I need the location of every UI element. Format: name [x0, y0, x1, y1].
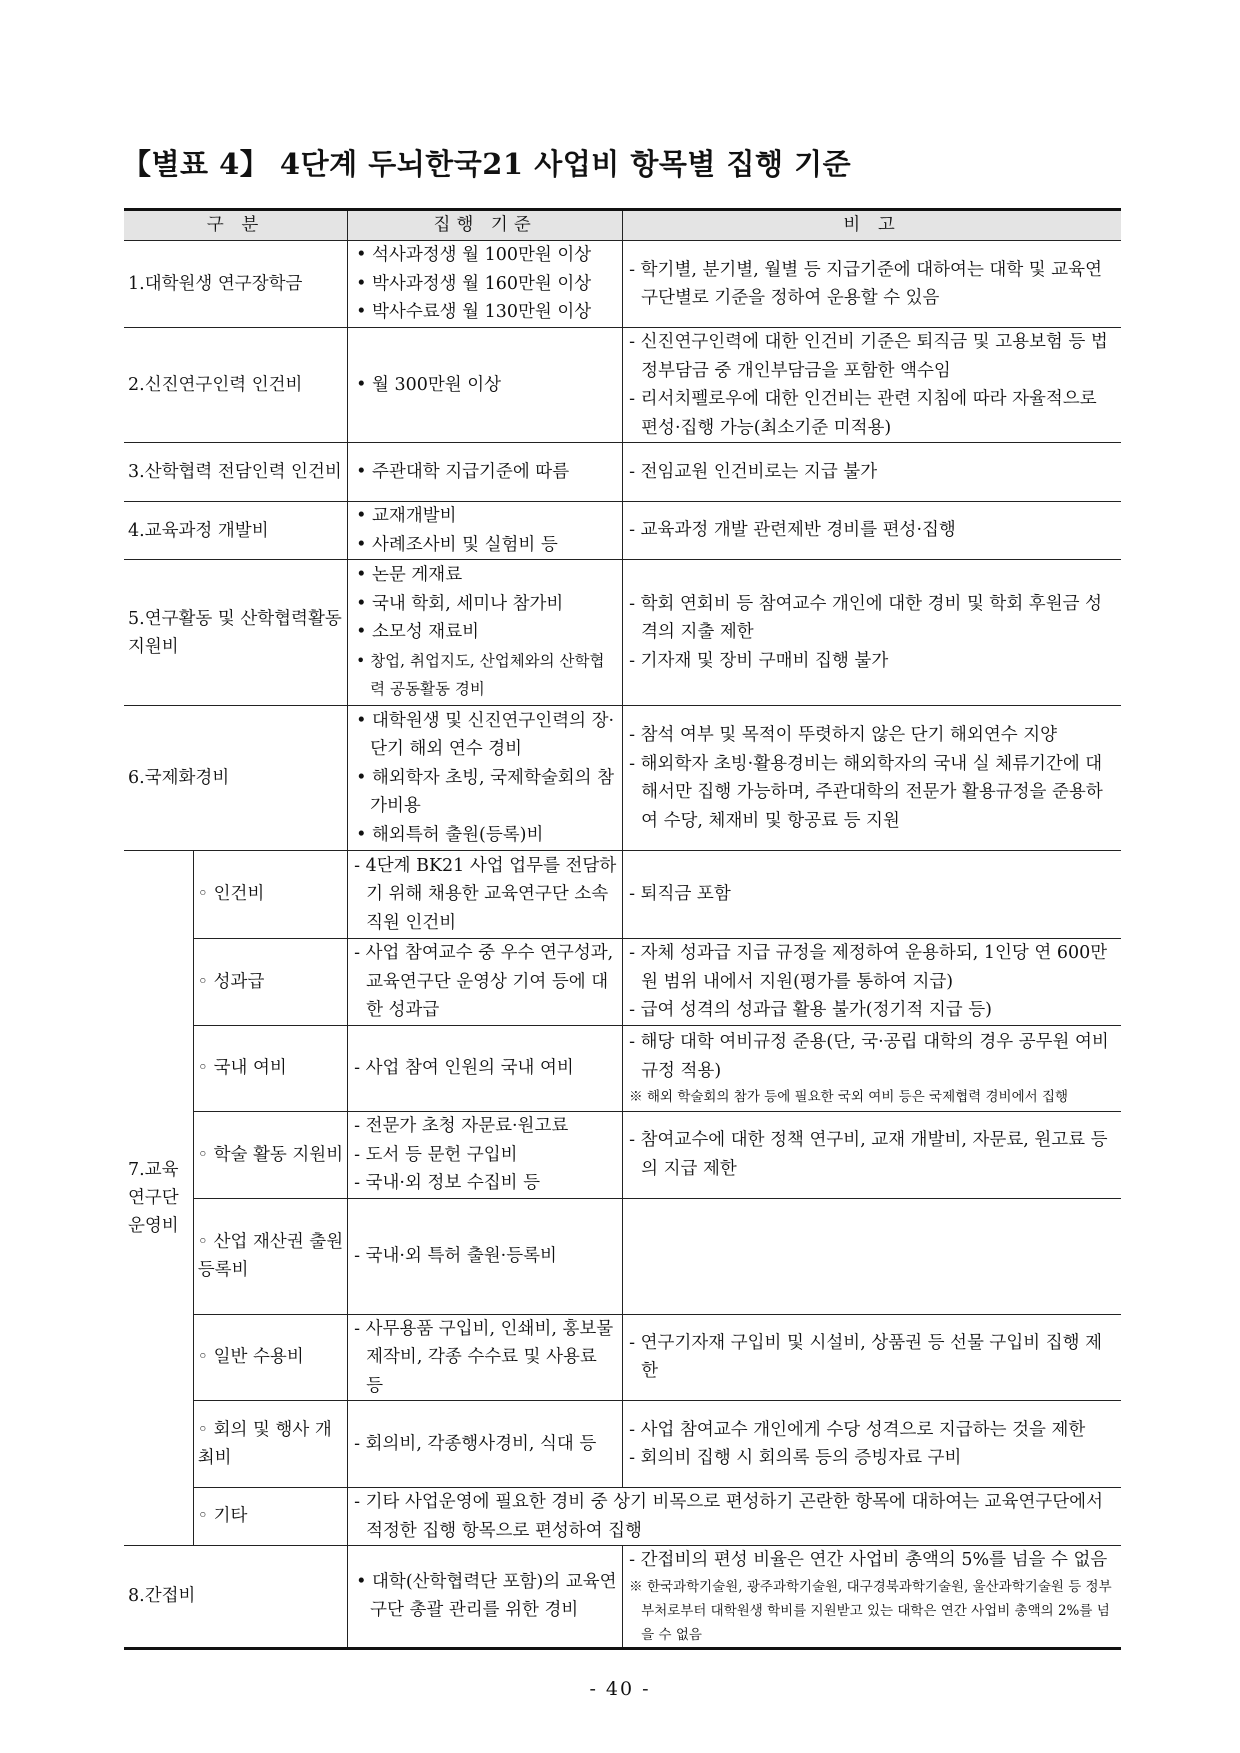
remark-item: - 참여교수에 대한 정책 연구비, 교재 개발비, 자문료, 원고료 등의 지급 제한 [629, 1130, 1108, 1179]
criteria-item: - 사무용품 구입비, 인쇄비, 홍보물 제작비, 각종 수수료 및 사용료 등 [354, 1318, 614, 1396]
remark-item: - 리서치펠로우에 대한 인건비는 관련 지침에 따라 자율적으로 편성·집행 가능(최소기준 미적용) [629, 389, 1097, 438]
row-category: 2.신진연구인력 인건비 [124, 328, 348, 443]
row-remarks [623, 1112, 1121, 1199]
row-criteria [348, 1112, 623, 1199]
row-criteria [348, 1401, 623, 1488]
remark-item: - 연구기자재 구입비 및 시설비, 상품권 등 선물 구입비 집행 제한 [629, 1332, 1102, 1382]
criteria-item: • 교재개발비 [356, 506, 457, 526]
remark-item: - 전임교원 인건비로는 지급 불가 [629, 461, 878, 482]
sub-category: ◦ 산업 재산권 출원 등록비 [193, 1198, 347, 1314]
remark-item: - 사업 참여교수 개인에게 수당 성격으로 지급하는 것을 제한 [629, 1419, 1086, 1440]
sub-category: ◦ 일반 수용비 [193, 1314, 347, 1401]
table-row [124, 1401, 1121, 1488]
remark-item: - 해당 대학 여비규정 준용(단, 국·공립 대학의 경우 공무원 여비규정 적용) [629, 1032, 1109, 1081]
table-row [124, 939, 1121, 1026]
criteria-item: - 도서 등 문헌 구입비 [354, 1144, 518, 1165]
criteria-item: • 대학원생 및 신진연구인력의 장·단기 해외 연수 경비 [356, 710, 615, 760]
table-row [124, 1026, 1121, 1112]
criteria-item: • 박사수료생 월 130만원 이상 [356, 302, 592, 323]
remark-item: - 급여 성격의 성과급 활용 불가(정기적 지급 등) [629, 1000, 992, 1021]
row-remarks [623, 560, 1121, 706]
criteria-item: - 사업 참여교수 중 우수 연구성과, 교육연구단 운영상 기여 등에 대한 성과급 [354, 943, 614, 1021]
row-remarks [623, 241, 1121, 328]
row-criteria [348, 443, 623, 502]
row-remarks [623, 1314, 1121, 1401]
table-row [124, 1198, 1121, 1314]
remark-item: - 자체 성과급 지급 규정을 제정하여 운용하되, 1인당 연 600만원 범위 내에서 지원(평가를 통하여 지급) [629, 943, 1108, 992]
row-criteria [348, 706, 623, 851]
criteria-item: • 사례조사비 및 실험비 등 [356, 534, 558, 555]
row-criteria [348, 1488, 1121, 1546]
criteria-item: - 4단계 BK21 사업 업무를 전담하기 위해 채용한 교육연구단 소속 직원 인건비 [354, 855, 617, 933]
row-criteria [348, 560, 623, 706]
criteria-item: - 국내·외 정보 수집비 등 [354, 1173, 541, 1193]
table-row [124, 502, 1121, 560]
row-remarks [623, 706, 1121, 851]
table-row [124, 443, 1121, 502]
row-remarks [623, 939, 1121, 1026]
remark-item: - 신진연구인력에 대한 인건비 기준은 퇴직금 및 고용보험 등 법정부담금 중 개인부담금을 포함한 액수임 [629, 332, 1108, 381]
table-row [124, 241, 1121, 328]
row-criteria [348, 1314, 623, 1401]
remark-item: - 교육과정 개발 관련제반 경비를 편성·집행 [629, 520, 956, 541]
sub-category: ◦ 회의 및 행사 개최비 [193, 1401, 347, 1488]
row-criteria [348, 1026, 623, 1112]
row-remarks [623, 328, 1121, 443]
row-criteria [348, 502, 623, 560]
table-row [124, 851, 1121, 939]
remark-item: - 간접비의 편성 비율은 연간 사업비 총액의 5%를 넘을 수 없음 [629, 1550, 1108, 1570]
remark-item: - 학회 연회비 등 참여교수 개인에 대한 경비 및 학회 후원금 성격의 지출 제한 [629, 593, 1102, 643]
remark-note: ※ 해외 학술회의 참가 등에 필요한 국외 여비 등은 국제협력 경비에서 집행 [629, 1089, 1069, 1105]
row-category: 3.산학협력 전담인력 인건비 [124, 443, 348, 502]
table-row [124, 1546, 1121, 1649]
criteria-item: - 회의비, 각종행사경비, 식대 등 [354, 1433, 597, 1454]
remark-item: - 참석 여부 및 목적이 뚜렷하지 않은 단기 해외연수 지양 [629, 725, 1058, 745]
criteria-item: - 기타 사업운영에 필요한 경비 중 상기 비목으로 편성하기 곤란한 항목에 대하여는 교육연구단에서 적정한 집행 항목으로 편성하여 집행 [354, 1492, 1103, 1541]
header-remarks: 비 고 [623, 210, 1121, 241]
row-category: 7.교육 연구단 운영비 [124, 851, 193, 1546]
criteria-item: • 해외특허 출원(등록)비 [356, 824, 544, 845]
row-category: 1.대학원생 연구장학금 [124, 241, 348, 328]
row-remarks [623, 443, 1121, 502]
page-number: - 40 - [589, 1678, 651, 1700]
row-criteria [348, 241, 623, 328]
page-title: 【별표 4】 4단계 두뇌한국21 사업비 항목별 집행 기준 [122, 147, 852, 181]
header-category: 구 분 [124, 210, 348, 241]
criteria-item: • 박사과정생 월 160만원 이상 [356, 273, 592, 294]
row-criteria [348, 851, 623, 939]
row-category: 4.교육과정 개발비 [124, 502, 348, 560]
sub-category: ◦ 성과급 [193, 939, 347, 1026]
table-row [124, 560, 1121, 706]
row-remarks [623, 1546, 1121, 1649]
row-remarks [623, 502, 1121, 560]
criteria-item: • 월 300만원 이상 [356, 374, 502, 395]
criteria-item: • 소모성 재료비 [356, 622, 480, 643]
sub-category: ◦ 국내 여비 [193, 1026, 347, 1112]
table-header-row [124, 210, 1121, 241]
criteria-item: • 대학(산학협력단 포함)의 교육연구단 총괄 관리를 위한 경비 [356, 1571, 617, 1621]
row-criteria [348, 328, 623, 443]
criteria-item: • 해외학자 초빙, 국제학술회의 참가비용 [356, 767, 615, 817]
criteria-item: - 전문가 초청 자문료·원고료 [354, 1116, 569, 1136]
remark-item: - 회의비 집행 시 회의록 등의 증빙자료 구비 [629, 1448, 962, 1468]
row-remarks [623, 1198, 1121, 1314]
row-remarks [623, 851, 1121, 939]
table-row [124, 328, 1121, 443]
remark-item: - 해외학자 초빙·활용경비는 해외학자의 국내 실 체류기간에 대해서만 집행 가능하며, 주관대학의 전문가 활용규정을 준용하여 수당, 체재비 및 항공료 등 지원 [629, 753, 1103, 831]
sub-category: ◦ 인건비 [193, 851, 347, 939]
row-remarks [623, 1401, 1121, 1488]
table-row [124, 1488, 1121, 1546]
row-remarks [623, 1026, 1121, 1112]
row-criteria [348, 1198, 623, 1314]
table-row [124, 1314, 1121, 1401]
criteria-item: - 사업 참여 인원의 국내 여비 [354, 1058, 574, 1079]
row-category: 8.간접비 [124, 1546, 348, 1649]
criteria-item: • 주관대학 지급기준에 따름 [356, 461, 570, 482]
row-category: 6.국제화경비 [124, 706, 348, 851]
criteria-item: - 국내·외 특허 출원·등록비 [354, 1245, 557, 1266]
sub-category: ◦ 학술 활동 지원비 [193, 1112, 347, 1199]
remark-note: ※ 한국과학기술원, 광주과학기술원, 대구경북과학기술원, 울산과학기술원 등 정부부처로부터 대학원생 학비를 지원받고 있는 대학은 연간 사업비 총액의 2%를 넘을 수 없음 [629, 1578, 1112, 1643]
remark-item: - 학기별, 분기별, 월별 등 지급기준에 대하여는 대학 및 교육연구단별로 기준을 정하여 운용할 수 있음 [629, 259, 1102, 308]
table-row [124, 1112, 1121, 1199]
criteria-item: • 논문 게재료 [356, 565, 463, 586]
row-criteria [348, 939, 623, 1026]
sub-category: ◦ 기타 [193, 1488, 347, 1546]
remark-item: - 퇴직금 포함 [629, 884, 731, 905]
budget-criteria-table [124, 208, 1121, 1650]
criteria-item: • 창업, 취업지도, 산업체와의 산학협력 공동활동 경비 [356, 651, 605, 699]
remark-item: - 기자재 및 장비 구매비 집행 불가 [629, 650, 889, 671]
row-category: 5.연구활동 및 산학협력활동 지원비 [124, 560, 348, 706]
header-criteria: 집행 기준 [348, 210, 623, 241]
row-criteria [348, 1546, 623, 1649]
criteria-item: • 국내 학회, 세미나 참가비 [356, 593, 564, 614]
table-row [124, 706, 1121, 851]
criteria-item: • 석사과정생 월 100만원 이상 [356, 245, 592, 266]
